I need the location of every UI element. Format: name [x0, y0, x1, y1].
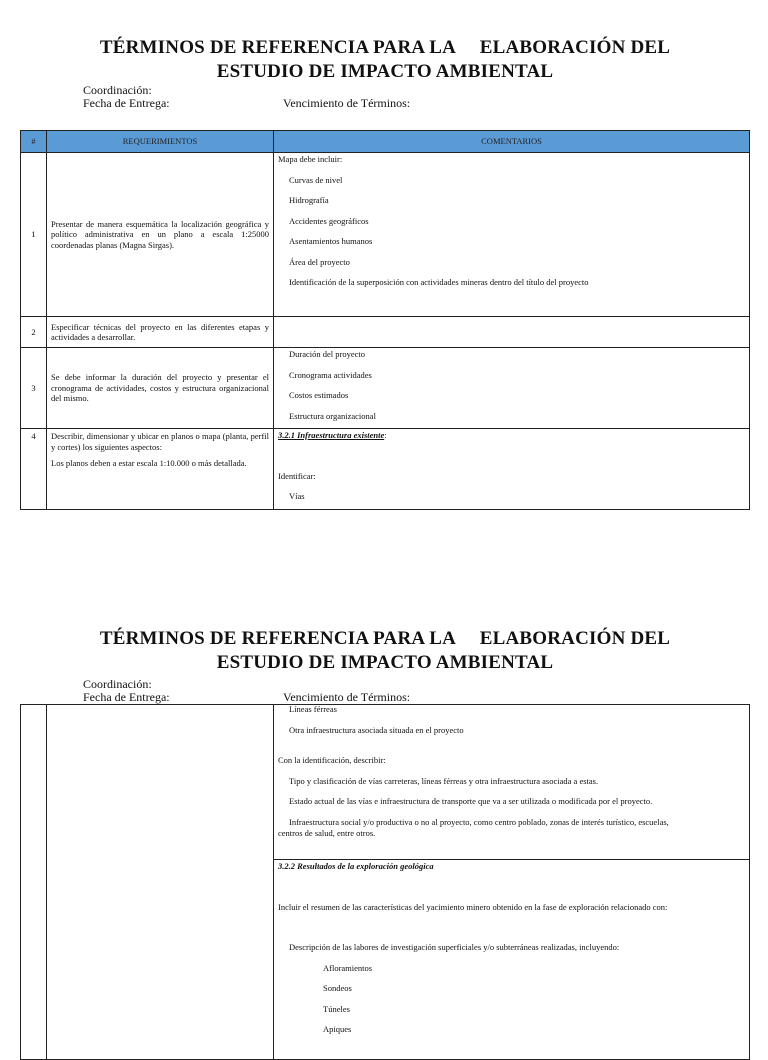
- row-number: 2: [21, 317, 47, 348]
- title-line-1: TÉRMINOS DE REFERENCIA PARA LA ELABORACIÓN DEL: [99, 628, 671, 649]
- row-number: [21, 705, 47, 1060]
- expiry-label: Vencimiento de Términos:: [283, 690, 411, 704]
- expiry-label: Vencimiento de Términos:: [283, 96, 411, 110]
- comment-item-continued: centros de salud, entre otros.: [278, 828, 376, 838]
- comment-item: Afloramientos: [323, 962, 373, 973]
- comment-item: Área del proyecto: [289, 256, 350, 267]
- requirements-table: [20, 130, 750, 510]
- comment-item: Hidrografía: [289, 195, 329, 205]
- describe-label: Con la identificación, describir:: [278, 755, 386, 765]
- coordination-label: Coordinación:: [83, 83, 152, 97]
- page-title: [40, 36, 730, 84]
- comments-cell: [274, 429, 750, 510]
- comment-item: Infraestructura social y/o productiva o no al proyecto, como centro poblado, zonas de interés turístico, escuelas,: [289, 816, 669, 827]
- comment-item: Estado actual de las vías e infraestructura de transporte que va a ser utilizada o modificada por el proyecto.: [289, 796, 653, 806]
- requirement-text: Describir, dimensionar y ubicar en planos o mapa (planta, perfil y cortes) los siguientes aspectos:: [51, 431, 269, 452]
- comment-item: Túneles: [323, 1003, 350, 1014]
- delivery-date-label: Fecha de Entrega:: [83, 96, 170, 110]
- comments-cell: [274, 153, 750, 317]
- requirement-cell: [47, 429, 274, 510]
- comment-item: Estructura organizacional: [289, 410, 376, 421]
- comment-item: Apiques: [323, 1024, 352, 1034]
- comment-item: Tipo y clasificación de vías carreteras, líneas férreas y otra infraestructura asociada a estas.: [289, 775, 599, 786]
- section-heading-colon: :: [384, 430, 387, 440]
- comment-intro: Mapa debe incluir:: [278, 154, 343, 164]
- comment-item: Accidentes geográficos: [289, 215, 369, 226]
- section-heading-text: 3.2.1 Infraestructura existente: [278, 430, 385, 440]
- table-row: [21, 317, 750, 348]
- summary-text: Incluir el resumen de las características del yacimiento minero obtenido en la fase de exploración relacionado con:: [278, 901, 668, 912]
- comment-item: Cronograma actividades: [289, 369, 372, 380]
- delivery-date-label: Fecha de Entrega:: [83, 690, 170, 704]
- labors-text: Descripción de las labores de investigación superficiales y/o subterráneas realizadas, incluyendo:: [289, 942, 620, 952]
- header-comments: COMENTARIOS: [274, 131, 750, 153]
- requirement-text: Presentar de manera esquemática la localización geográfica y político administrativa en un plano a escala 1:25000 coordenadas planas (Magna Sirgas).: [47, 153, 274, 317]
- comment-item: Asentamientos humanos: [289, 236, 373, 246]
- comment-item: Identificación de la superposición con actividades mineras dentro del título del proyecto: [289, 277, 589, 287]
- row-number: 4: [21, 429, 47, 510]
- table-header-row: [21, 131, 750, 153]
- comments-cell: [274, 317, 750, 348]
- page-title: [40, 627, 730, 675]
- title-line-1: TÉRMINOS DE REFERENCIA PARA LA ELABORACIÓN DEL: [99, 37, 671, 58]
- requirement-text: Se debe informar la duración del proyecto y presentar el cronograma de actividades, costos y estructura organizacional del mismo.: [47, 348, 274, 429]
- requirement-text: Especificar técnicas del proyecto en las diferentes etapas y actividades a desarrollar.: [47, 317, 274, 348]
- comment-item: Vías: [289, 491, 305, 501]
- section-heading: [278, 430, 745, 441]
- title-line-2: ESTUDIO DE IMPACTO AMBIENTAL: [216, 61, 554, 82]
- header-requirements: REQUERIMIENTOS: [47, 131, 274, 153]
- section-heading: 3.2.2 Resultados de la exploración geológica: [278, 861, 434, 871]
- comment-item: Sondeos: [323, 983, 352, 993]
- comment-item: Curvas de nivel: [289, 174, 343, 185]
- table-row: [21, 348, 750, 429]
- title-line-2: ESTUDIO DE IMPACTO AMBIENTAL: [216, 652, 554, 673]
- comment-item: Duración del proyecto: [289, 349, 365, 359]
- comment-item: Otra infraestructura asociada situada en el proyecto: [289, 724, 464, 735]
- row-number: 1: [21, 153, 47, 317]
- coordination-label: Coordinación:: [83, 677, 152, 691]
- comment-item: Líneas férreas: [289, 704, 337, 714]
- table-row: [21, 429, 750, 510]
- comment-item: Costos estimados: [289, 390, 349, 400]
- requirement-scale-text: Los planos deben a estar escala 1:10.000 o más detallada.: [51, 458, 247, 468]
- identify-label: Identificar:: [278, 470, 316, 481]
- table-row: [21, 705, 750, 860]
- row-number: 3: [21, 348, 47, 429]
- table-row: [21, 153, 750, 317]
- requirements-table-continued: [20, 704, 750, 1060]
- header-number: #: [21, 131, 47, 153]
- comments-cell: [274, 860, 750, 1060]
- comments-cell: [274, 348, 750, 429]
- comments-cell: [274, 705, 750, 860]
- requirement-cell: [47, 705, 274, 1060]
